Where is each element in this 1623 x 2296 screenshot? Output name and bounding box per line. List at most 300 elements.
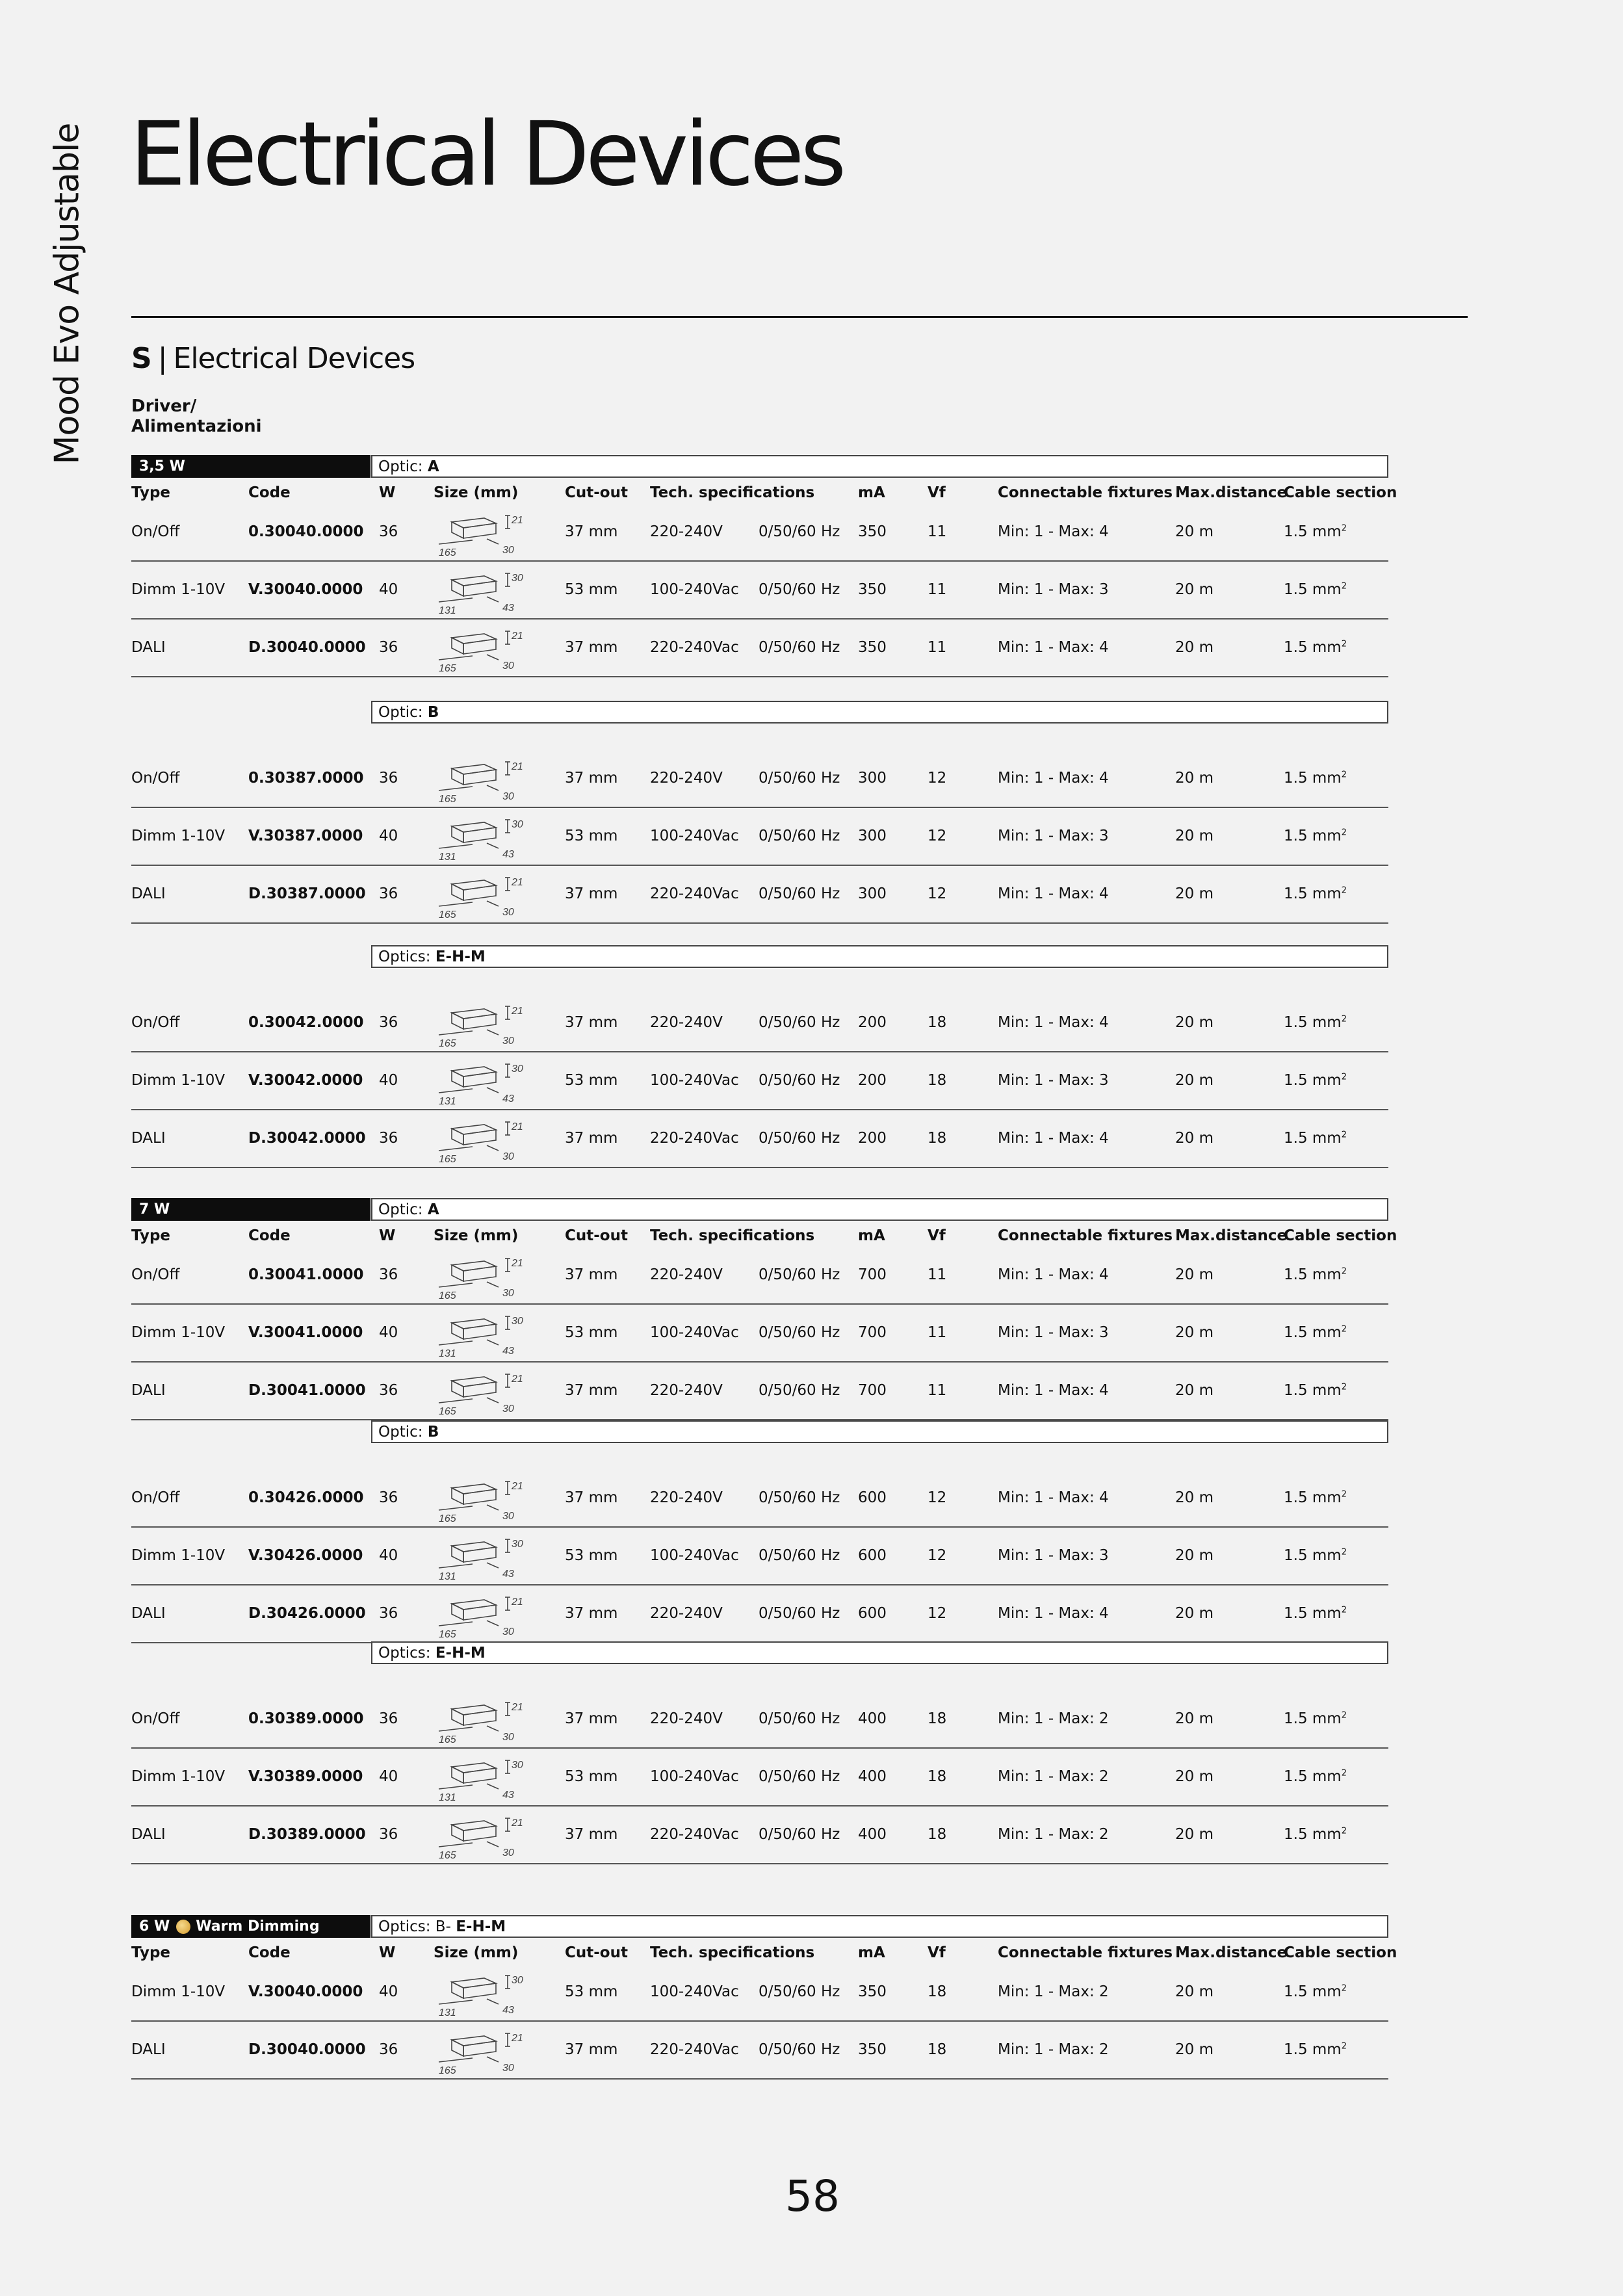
svg-text:43: 43 [502,849,514,860]
cable-value: 1.5 mm [1284,1547,1342,1564]
cell-cutout: 37 mm [565,639,618,656]
cell-code: D.30426.0000 [248,1605,366,1622]
cell-code: D.30040.0000 [248,2041,366,2058]
cell-cable [1284,1266,1347,1283]
cable-unit-exponent: 2 [1341,1983,1347,1994]
cell-ma: 700 [858,1324,887,1341]
cell-code: 0.30041.0000 [248,1266,364,1283]
cell-code: V.30042.0000 [248,1072,363,1089]
cell-tech: 220-240V [650,1014,723,1031]
cell-frequency: 0/50/60 Hz [759,1768,840,1785]
svg-text:43: 43 [502,1569,514,1580]
cable-value: 1.5 mm [1284,1983,1342,2000]
cell-fixtures: Min: 1 - Max: 4 [998,639,1109,656]
svg-text:21: 21 [512,515,523,526]
cable-unit-exponent: 2 [1341,1768,1347,1779]
cell-code: D.30041.0000 [248,1382,366,1399]
cell-cutout: 53 mm [565,1324,618,1341]
header-cable: Cable section [1284,484,1397,501]
header-size: Size (mm) [434,1944,519,1961]
table-row [131,750,1388,808]
cell-tech: 100-240Vac [650,1768,739,1785]
cell-watt: 36 [379,1710,398,1727]
section-separator: | [157,342,167,375]
table-row [131,1964,1388,2022]
cell-fixtures: Min: 1 - Max: 3 [998,1324,1109,1341]
cell-watt: 36 [379,639,398,656]
svg-text:30: 30 [512,1975,523,1986]
title-divider [131,316,1468,318]
header-vf: Vf [928,1944,946,1961]
svg-text:165: 165 [439,1850,456,1860]
subtitle-line: Alimentazioni [131,417,262,437]
cell-fixtures: Min: 1 - Max: 3 [998,1547,1109,1564]
table-header [131,1939,1397,1965]
header-tech: Tech. specifications [650,484,815,501]
cell-frequency: 0/50/60 Hz [759,770,840,787]
svg-text:131: 131 [439,1571,456,1581]
header-cutout: Cut-out [565,484,628,501]
cell-code: D.30040.0000 [248,639,366,656]
cell-type: DALI [131,1826,166,1843]
cell-watt: 40 [379,1547,398,1564]
cell-frequency: 0/50/60 Hz [759,1710,840,1727]
side-title: Mood Evo Adjustable [47,123,86,465]
cell-distance: 20 m [1175,581,1214,598]
cable-value: 1.5 mm [1284,2041,1342,2058]
cell-fixtures: Min: 1 - Max: 2 [998,1826,1109,1843]
cell-fixtures: Min: 1 - Max: 2 [998,1983,1109,2000]
cable-unit-exponent: 2 [1341,770,1347,780]
cell-watt: 36 [379,1130,398,1147]
cell-cable [1284,1489,1347,1506]
cell-tech: 220-240V [650,770,723,787]
cell-vf: 18 [928,1072,947,1089]
svg-text:165: 165 [439,794,456,803]
size-drawing-icon [434,510,538,557]
cable-value: 1.5 mm [1284,885,1342,902]
cell-type: Dimm 1-10V [131,1547,226,1564]
svg-text:21: 21 [512,1374,523,1385]
cell-cutout: 37 mm [565,1382,618,1399]
cell-type: On/Off [131,770,180,787]
cell-type: On/Off [131,1014,180,1031]
cell-fixtures: Min: 1 - Max: 3 [998,581,1109,598]
cell-type: On/Off [131,1710,180,1727]
cell-cutout: 37 mm [565,1826,618,1843]
cell-ma: 300 [858,770,887,787]
table-row [131,620,1388,677]
cell-tech: 220-240V [650,1710,723,1727]
svg-text:165: 165 [439,1038,456,1048]
size-drawing-icon [434,1311,538,1358]
cell-tech: 220-240V [650,523,723,540]
cell-type: On/Off [131,1266,180,1283]
size-drawing-icon [434,2028,538,2075]
cell-fixtures: Min: 1 - Max: 3 [998,1072,1109,1089]
svg-text:21: 21 [512,1121,523,1132]
subtitle-line: Driver/ [131,397,197,416]
cell-fixtures: Min: 1 - Max: 3 [998,828,1109,844]
svg-text:165: 165 [439,663,456,673]
table-row [131,1585,1388,1643]
cell-frequency: 0/50/60 Hz [759,1130,840,1147]
table-row [131,1363,1388,1420]
svg-text:165: 165 [439,1406,456,1416]
cell-vf: 18 [928,1983,947,2000]
cell-watt: 36 [379,885,398,902]
svg-text:131: 131 [439,1096,456,1106]
cable-value: 1.5 mm [1284,1489,1342,1506]
cell-vf: 18 [928,1710,947,1727]
cell-tech: 100-240Vac [650,828,739,844]
header-distance: Max.distance [1175,1944,1288,1961]
cell-distance: 20 m [1175,1826,1214,1843]
cell-cable [1284,1382,1347,1399]
size-drawing-icon [434,1970,538,2017]
header-type: Type [131,1944,171,1961]
cable-unit-exponent: 2 [1341,581,1347,592]
cable-unit-exponent: 2 [1341,523,1347,534]
table-row [131,995,1388,1052]
optic-value: B [427,1423,439,1441]
header-vf: Vf [928,484,946,501]
size-drawing-icon [434,1534,538,1581]
optic-value: A [427,458,439,475]
cell-vf: 11 [928,1324,947,1341]
svg-text:30: 30 [512,573,523,584]
cell-cable [1284,1014,1347,1031]
optic-label-text: Optics: B- [378,1918,451,1935]
size-drawing-icon [434,1813,538,1860]
cell-watt: 36 [379,1382,398,1399]
cell-type: DALI [131,639,166,656]
cell-watt: 40 [379,1768,398,1785]
optic-label-text: Optic: [378,703,423,721]
svg-text:30: 30 [502,1847,514,1859]
svg-text:30: 30 [502,1732,514,1743]
cell-frequency: 0/50/60 Hz [759,1547,840,1564]
cell-frequency: 0/50/60 Hz [759,1605,840,1622]
svg-text:21: 21 [512,1006,523,1017]
optic-label [371,1198,1388,1221]
cable-unit-exponent: 2 [1341,1072,1347,1082]
cell-watt: 36 [379,2041,398,2058]
svg-text:30: 30 [512,1063,523,1075]
cell-type: DALI [131,2041,166,2058]
cell-ma: 400 [858,1710,887,1727]
cell-code: 0.30426.0000 [248,1489,364,1506]
optic-band [131,1915,1388,1938]
cell-vf: 18 [928,1014,947,1031]
cell-type: On/Off [131,1489,180,1506]
svg-text:131: 131 [439,852,456,861]
table-row [131,1470,1388,1528]
header-vf: Vf [928,1227,946,1244]
cell-fixtures: Min: 1 - Max: 4 [998,1489,1109,1506]
cell-distance: 20 m [1175,1324,1214,1341]
wattage-label [131,1198,370,1221]
cell-watt: 40 [379,1324,398,1341]
cable-unit-exponent: 2 [1341,1130,1347,1140]
optic-band [131,1198,1388,1221]
cell-code: V.30387.0000 [248,828,363,844]
cell-code: V.30389.0000 [248,1768,363,1785]
cell-fixtures: Min: 1 - Max: 4 [998,1014,1109,1031]
cell-watt: 36 [379,1826,398,1843]
size-drawing-icon [434,1001,538,1048]
cell-distance: 20 m [1175,1130,1214,1147]
cable-value: 1.5 mm [1284,1324,1342,1341]
table-row [131,1110,1388,1168]
table-row [131,2022,1388,2080]
cell-frequency: 0/50/60 Hz [759,581,840,598]
cell-frequency: 0/50/60 Hz [759,2041,840,2058]
svg-text:30: 30 [502,1288,514,1299]
table-row [131,866,1388,924]
cable-unit-exponent: 2 [1341,639,1347,649]
cell-watt: 36 [379,523,398,540]
header-size: Size (mm) [434,1227,519,1244]
cable-unit-exponent: 2 [1341,2041,1347,2052]
cell-type: DALI [131,1382,166,1399]
cell-cutout: 37 mm [565,770,618,787]
size-drawing-icon [434,1476,538,1523]
cell-vf: 12 [928,770,947,787]
cell-fixtures: Min: 1 - Max: 4 [998,1130,1109,1147]
cell-cable [1284,828,1347,844]
cell-cutout: 37 mm [565,523,618,540]
wattage-value: 3,5 W [139,458,185,475]
cell-distance: 20 m [1175,1768,1214,1785]
cell-watt: 40 [379,1983,398,2000]
size-drawing-icon [434,1117,538,1164]
cell-ma: 600 [858,1489,887,1506]
size-drawing-icon [434,1755,538,1802]
cell-cutout: 53 mm [565,1768,618,1785]
svg-text:30: 30 [502,1403,514,1415]
cell-cable [1284,1826,1347,1843]
cell-ma: 350 [858,581,887,598]
size-drawing-icon [434,757,538,803]
svg-text:165: 165 [439,1154,456,1164]
table-row [131,1247,1388,1305]
cable-value: 1.5 mm [1284,1266,1342,1283]
header-ma: mA [858,1944,885,1961]
cell-cutout: 53 mm [565,581,618,598]
optic-band [131,1420,1388,1443]
svg-text:30: 30 [502,791,514,802]
table-row [131,562,1388,620]
table-header [131,479,1397,505]
header-type: Type [131,1227,171,1244]
optic-band [131,701,1388,724]
svg-text:131: 131 [439,605,456,615]
cable-value: 1.5 mm [1284,1382,1342,1399]
optic-band [131,945,1388,968]
cell-fixtures: Min: 1 - Max: 4 [998,1266,1109,1283]
svg-text:30: 30 [502,2063,514,2074]
optic-value: B [427,703,439,721]
cell-tech: 220-240V [650,1382,723,1399]
cell-type: Dimm 1-10V [131,1324,226,1341]
cable-value: 1.5 mm [1284,639,1342,656]
cell-vf: 11 [928,1266,947,1283]
cell-distance: 20 m [1175,770,1214,787]
cell-cutout: 53 mm [565,1983,618,2000]
optic-label [371,945,1388,968]
size-drawing-icon [434,626,538,673]
header-code: Code [248,1227,291,1244]
cell-frequency: 0/50/60 Hz [759,523,840,540]
cable-value: 1.5 mm [1284,1768,1342,1785]
table-row [131,1305,1388,1363]
cable-unit-exponent: 2 [1341,885,1347,896]
section-name: Electrical Devices [173,342,415,375]
wattage-label [131,455,370,478]
cell-ma: 300 [858,885,887,902]
subtitle [131,397,261,437]
cell-ma: 200 [858,1130,887,1147]
cell-cutout: 53 mm [565,828,618,844]
header-distance: Max.distance [1175,1227,1288,1244]
cable-unit-exponent: 2 [1341,1324,1347,1335]
svg-text:165: 165 [439,2065,456,2075]
header-cutout: Cut-out [565,1227,628,1244]
cell-code: D.30387.0000 [248,885,366,902]
cell-fixtures: Min: 1 - Max: 4 [998,885,1109,902]
cable-value: 1.5 mm [1284,581,1342,598]
svg-text:165: 165 [439,1513,456,1523]
cell-distance: 20 m [1175,2041,1214,2058]
cell-watt: 36 [379,1014,398,1031]
svg-text:43: 43 [502,1790,514,1801]
cell-vf: 12 [928,1547,947,1564]
table-row [131,1052,1388,1110]
cell-cutout: 37 mm [565,2041,618,2058]
cell-frequency: 0/50/60 Hz [759,639,840,656]
cell-ma: 200 [858,1072,887,1089]
svg-text:30: 30 [512,819,523,830]
cell-distance: 20 m [1175,1983,1214,2000]
cell-type: On/Off [131,523,180,540]
cell-watt: 40 [379,581,398,598]
header-ma: mA [858,1227,885,1244]
cell-type: DALI [131,1605,166,1622]
header-cable: Cable section [1284,1944,1397,1961]
cell-ma: 700 [858,1382,887,1399]
cable-unit-exponent: 2 [1341,1547,1347,1558]
cell-type: Dimm 1-10V [131,1983,226,2000]
size-drawing-icon [434,1059,538,1106]
cable-unit-exponent: 2 [1341,1605,1347,1615]
cell-type: Dimm 1-10V [131,828,226,844]
optic-label-text: Optic: [378,1423,423,1441]
svg-text:30: 30 [502,1036,514,1047]
optic-label-text: Optics: [378,948,431,965]
cell-fixtures: Min: 1 - Max: 2 [998,2041,1109,2058]
cell-cable [1284,770,1347,787]
optic-label [371,701,1388,724]
cell-cutout: 37 mm [565,1710,618,1727]
cell-vf: 18 [928,1130,947,1147]
cell-tech: 100-240Vac [650,1324,739,1341]
svg-text:131: 131 [439,2007,456,2017]
cell-cutout: 53 mm [565,1072,618,1089]
cell-code: V.30040.0000 [248,1983,363,2000]
cell-tech: 100-240Vac [650,1072,739,1089]
cell-vf: 18 [928,1768,947,1785]
cell-cable [1284,1130,1347,1147]
table-row [131,1807,1388,1864]
cell-tech: 220-240Vac [650,1826,739,1843]
cell-fixtures: Min: 1 - Max: 4 [998,1382,1109,1399]
cell-vf: 11 [928,581,947,598]
cell-frequency: 0/50/60 Hz [759,1382,840,1399]
header-fixtures: Connectable fixtures [998,484,1173,501]
warm-dimming-label: Warm Dimming [196,1918,320,1935]
cell-watt: 36 [379,770,398,787]
wattage-label [131,1915,370,1938]
table-row [131,808,1388,866]
svg-text:30: 30 [502,907,514,918]
cell-code: D.30389.0000 [248,1826,366,1843]
cell-frequency: 0/50/60 Hz [759,1489,840,1506]
cell-ma: 350 [858,1983,887,2000]
svg-text:30: 30 [512,1539,523,1550]
cell-cable [1284,1605,1347,1622]
optic-label-text: Optic: [378,1201,423,1218]
cell-cutout: 37 mm [565,1130,618,1147]
svg-text:131: 131 [439,1348,456,1358]
cell-code: V.30040.0000 [248,581,363,598]
cell-ma: 700 [858,1266,887,1283]
cable-unit-exponent: 2 [1341,1826,1347,1836]
cell-frequency: 0/50/60 Hz [759,1266,840,1283]
svg-text:43: 43 [502,1093,514,1104]
cell-fixtures: Min: 1 - Max: 4 [998,770,1109,787]
cell-cable [1284,1983,1347,2000]
cell-watt: 36 [379,1605,398,1622]
cell-vf: 11 [928,639,947,656]
cell-cable [1284,885,1347,902]
cell-vf: 12 [928,1605,947,1622]
cable-value: 1.5 mm [1284,1605,1342,1622]
cable-unit-exponent: 2 [1341,1266,1347,1277]
cable-value: 1.5 mm [1284,1826,1342,1843]
svg-text:30: 30 [502,545,514,556]
cable-unit-exponent: 2 [1341,828,1347,838]
cell-ma: 400 [858,1768,887,1785]
cell-distance: 20 m [1175,1266,1214,1283]
header-tech: Tech. specifications [650,1227,815,1244]
cell-tech: 220-240Vac [650,2041,739,2058]
svg-text:21: 21 [512,1702,523,1713]
cell-code: V.30426.0000 [248,1547,363,1564]
optic-label [371,1915,1388,1938]
svg-text:30: 30 [502,1626,514,1637]
sun-icon [176,1920,190,1934]
svg-text:43: 43 [502,1346,514,1357]
cable-value: 1.5 mm [1284,1014,1342,1031]
cable-value: 1.5 mm [1284,1710,1342,1727]
header-w: W [379,1227,396,1244]
header-type: Type [131,484,171,501]
size-drawing-icon [434,815,538,861]
optic-band [131,1641,1388,1664]
cell-ma: 300 [858,828,887,844]
svg-text:21: 21 [512,1258,523,1269]
